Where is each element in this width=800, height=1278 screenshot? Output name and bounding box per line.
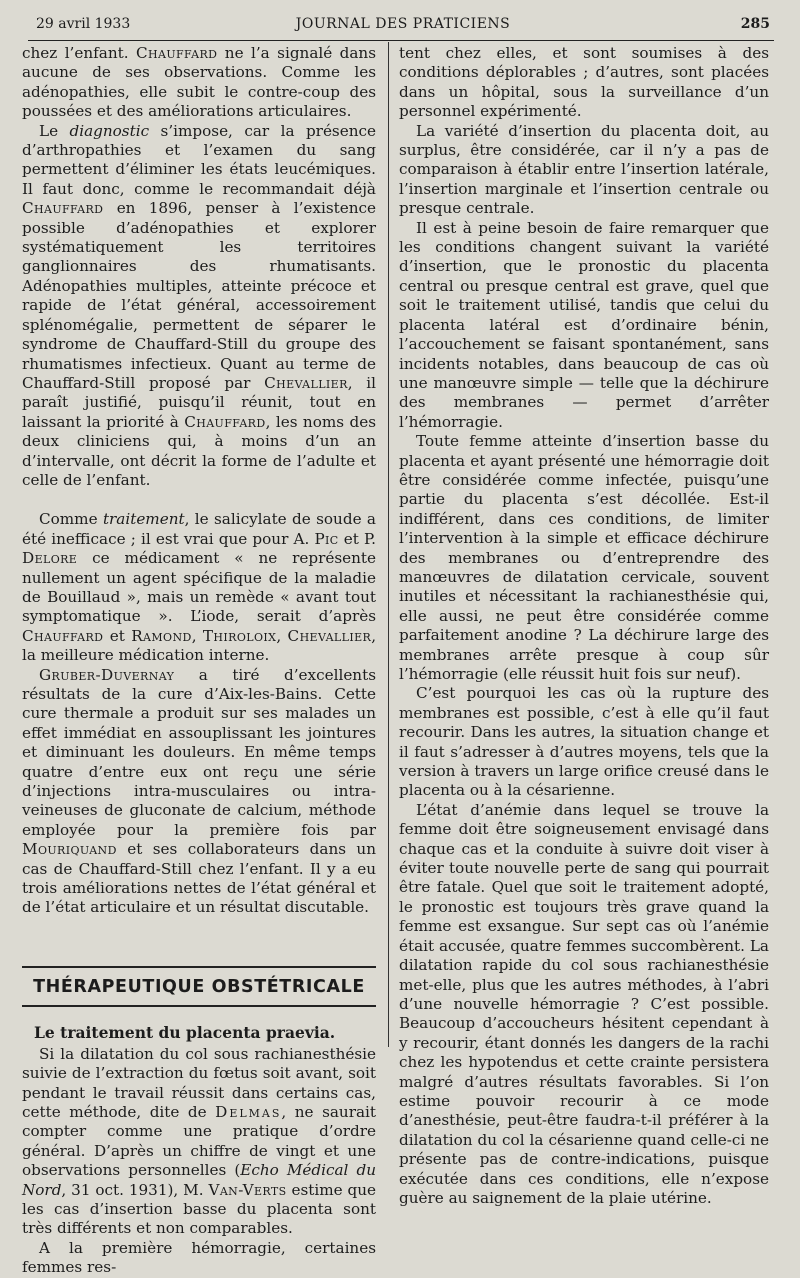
italic-text: Echo Médical du Nord (22, 1161, 376, 1199)
small-caps-name: Chauffard (184, 412, 266, 431)
page-header (36, 16, 770, 38)
page-number: 285 (740, 16, 770, 32)
small-caps-name: Mouriquand (22, 840, 117, 859)
small-caps-name: Chevallier (287, 626, 372, 645)
italic-text: traitement (102, 510, 185, 529)
italic-text: diagnostic (69, 121, 150, 140)
paragraph: L’état d’anémie dans lequel se trouve la femme doit être soigneusement envisagé dans chaque cas et la conduite à suivre doit viser à éviter toute nouvelle perte de sang qui pourrait être fatale. Quel que soit le traitement adopté, le pronostic est toujours très grave quand la femme est exsangue. Sur sept cas où l’anémie était accusée, quatre femmes succombèrent. La dilatation rapide du col sous rachianesthésie met-elle, plus que les autres méthodes, à l’abri d’une nouvelle hémorragie ? C’est possible. Beaucoup d’accoucheurs hésitent cependant à y recourir, étant donnés les dangers de la rachi chez les hypotendus et cette crainte persistera malgré d’autres résultats favorables. Si l’on estime pouvoir recourir à ce mode d’anesthésie, peut-être faudra-t-il préférer à la dilatation du col la césarienne quand celle-ci ne présente pas de contre-indications, puisque exécutée dans ces conditions, elle n’expose guère au saignement de la plaie utérine. (399, 800, 769, 1207)
journal-title: JOURNAL DES PRATICIENS (295, 16, 511, 32)
paragraph: Gruber-Duvernay a tiré d’excellents résultats de la cure d’Aix-les-Bains. Cette cure thermale a produit sur ses malades un effet immédiat en assouplissant les jointures et diminuant les douleurs. En même temps quatre d’entre eux ont reçu une série d’injections intra-musculaires ou intra-veineuses de gluconate de calcium, méthode employée pour la première fois par Mouriquand et ses collaborateurs dans un cas de Chauffard-Still chez l’enfant. Il y a eu trois améliorations nettes de l’état général et de l’état articulaire et un résultat discutable. (22, 665, 376, 917)
paragraph: Comme traitement, le salicylate de soude a été inefficace ; il est vrai que pour A. Pic et P. Delore ce médicament « ne représente nullement un agent spécifique de la maladie de Bouillaud », mais un remède « avant tout symptomatique ». L’iode, serait d’après Chauffard et Ramond, Thiroloix, Chevallier, la meilleure médication interne. (22, 510, 377, 665)
small-caps-name: Van-Verts (208, 1180, 287, 1199)
paragraph: Le diagnostic s’impose, car la présence d’arthropathies et l’examen du sang permettent d’éliminer les états leucémiques. Il faut donc, comme le recommandait déjà Chauffard en 1896, penser à l’existence possible d’adénopathies et explorer systématiquement les territoires ganglionnaires des rhumatisants. Adénopathies multiples, atteinte précoce et rapide de l’état général, accessoirement splénomégalie, permettent de séparer le syndrome de Chauffard-Still du groupe des rhumatismes infectieux. Quant au terme de Chauffard-Still proposé par Chevallier, il paraît justifié, puisqu’il réunit, tout en laissant la priorité à Chauffard, les noms des deux cliniciens qui, à moins d’un an d’intervalle, ont décrit la forme de l’adulte et celle de l’enfant. (22, 121, 376, 489)
paragraph: chez l’enfant. Chauffard ne l’a signalé dans aucune de ses observations. Comme les adénopathies, elle subit le contre-coup des poussées et des améliorations articulaires. (22, 44, 376, 121)
subsection-title: Le traitement du placenta praevia. (34, 1023, 336, 1043)
small-caps-name: Chauffard (22, 626, 104, 645)
section-title: THÉRAPEUTIQUE OBSTÉTRICALE (22, 966, 376, 1007)
small-caps-name: Gruber-Duvernay (39, 665, 175, 684)
small-caps-name: Thiroloix (202, 626, 277, 645)
paragraph: Si la dilatation du col sous rachianesthésie suivie de l’extraction du fœtus soit avant, soit pendant le travail réussit dans certains cas, cette méthode, dite de Delmas, ne saurait compter comme une pratique d’ordre général. D’après un chiffre de vingt et une observations personnelles (Echo Médical du Nord, 31 oct. 1931), M. Van-Verts estime que les cas d’insertion basse du placenta sont très différents et non comparables. (22, 1044, 377, 1238)
paragraph: A la première hémorragie, certaines femmes res- (22, 1238, 376, 1277)
left-column (22, 44, 376, 1278)
small-caps-name: Delmas (215, 1102, 282, 1121)
paragraph: La variété d’insertion du placenta doit, au surplus, être considérée, car il n’y a pas de comparaison à établir entre l’insertion latérale, l’insertion marginale et l’insertion centrale ou presque centrale. (399, 121, 769, 218)
small-caps-name: Chevallier (264, 373, 348, 392)
small-caps-name: Ramond (131, 626, 192, 645)
paragraph: Toute femme atteinte d’insertion basse du placenta et ayant présenté une hémorragie doit être considérée comme infectée, puisqu’une partie du placenta s’est décollée. Est-il indifférent, dans ces conditions, de limiter l’intervention à la simple et efficace déchirure des membranes ou d’entreprendre des manœuvres de dilatation cervicale, souvent inutiles et nécessitant la rachianesthésie qui, elle aussi, ne peut être considérée comme parfaitement anodine ? La déchirure large des membranes arrête presque à coup sûr l’hémorragie (elle réussit huit fois sur neuf). (399, 432, 769, 683)
paragraph: Il est à peine besoin de faire remarquer que les conditions changent suivant la variété d’insertion, que le pronostic du placenta central ou presque central est grave, quel que soit le traitement utilisé, tandis que celui du placenta latéral est d’ordinaire bénin, l’accouchement se faisant spontanément, sans incidents notables, dans beaucoup de cas où une manœuvre simple — telle que la déchirure des membranes — permet d’arrêter l’hémorragie. (399, 218, 769, 431)
small-caps-name: Pic (314, 529, 339, 548)
small-caps-name: Chauffard (22, 199, 104, 218)
paragraph: C’est pourquoi les cas où la rupture des membranes est possible, c’est à elle qu’il faut recourir. Dans les autres, la situation change et il faut s’adresser à d’autres moyens, tels que la version à travers un large orifice creusé dans le placenta ou à la césarienne. (399, 684, 769, 800)
right-column (399, 44, 769, 1208)
header-rule (28, 40, 774, 41)
header-date: 29 avril 1933 (36, 16, 131, 32)
column-divider (388, 42, 389, 1047)
small-caps-name: Chauffard (135, 44, 218, 62)
paragraph: tent chez elles, et sont soumises à des conditions déplorables ; d’autres, sont placées dans un hôpital, sous la surveillance d’un personnel expérimenté. (399, 44, 769, 121)
small-caps-name: Delore (22, 549, 78, 568)
